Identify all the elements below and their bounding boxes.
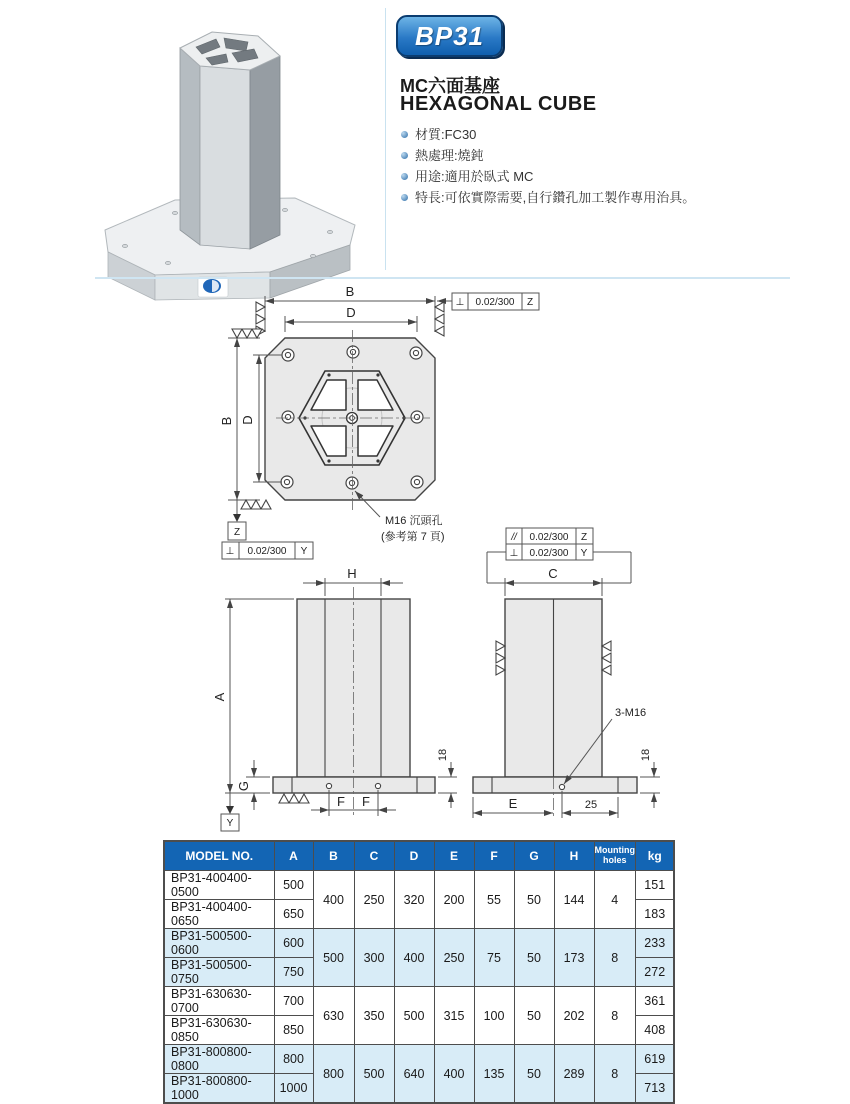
dim-c — [487, 578, 631, 596]
model-cell: BP31-500500-0750 — [164, 958, 274, 987]
col-header-b: B — [313, 841, 354, 871]
spec-bullet-text: 材質:FC30 — [415, 127, 477, 142]
f-cell: 55 — [474, 871, 514, 929]
c-cell: 500 — [354, 1045, 394, 1104]
model-cell: BP31-800800-1000 — [164, 1074, 274, 1104]
d-cell: 500 — [394, 987, 434, 1045]
product-title-en: HEXAGONAL CUBE — [400, 93, 597, 115]
holes-cell: 4 — [594, 871, 635, 929]
model-cell: BP31-400400-0500 — [164, 871, 274, 900]
a-cell: 750 — [274, 958, 313, 987]
dim-label-e: E — [508, 796, 518, 811]
spec-bullet-text: 特長:可依實際需要,自行鑽孔加工製作專用治具。 — [415, 190, 696, 205]
d-cell: 640 — [394, 1045, 434, 1104]
tol-value: 0.02/300 — [247, 546, 287, 557]
kg-cell: 272 — [635, 958, 674, 987]
dim-label-a: A — [212, 692, 227, 702]
bullet-icon — [401, 152, 408, 159]
bullet-icon — [401, 194, 408, 201]
spec-bullet-list — [401, 124, 695, 208]
tolerance-frame-top-right — [437, 293, 539, 310]
a-cell: 600 — [274, 929, 313, 958]
table-row — [164, 987, 674, 1016]
col-header-a: A — [274, 841, 313, 871]
dim-label-f2: F — [362, 794, 370, 809]
g-cell: 50 — [514, 929, 554, 987]
b-cell: 400 — [313, 871, 354, 929]
m16-callout-label: 3-M16 — [615, 707, 647, 719]
model-cell: BP31-630630-0700 — [164, 987, 274, 1016]
h-cell: 289 — [554, 1045, 594, 1104]
tol-symbol: // — [511, 532, 517, 543]
m16-note-line1: M16 沉頭孔 — [385, 515, 443, 527]
dim-label-h: H — [347, 566, 357, 581]
d-cell: 320 — [394, 871, 434, 929]
tol-value: 0.02/300 — [529, 532, 569, 543]
dim-label-18-side: 18 — [640, 748, 652, 762]
tol-symbol: ⊥ — [225, 546, 235, 557]
tol-value: 0.02/300 — [529, 548, 569, 559]
spec-bullet-text: 用途:適用於臥式 MC — [415, 169, 534, 184]
c-cell: 250 — [354, 871, 394, 929]
bullet-icon — [401, 173, 408, 180]
col-header-g: G — [514, 841, 554, 871]
datum-z-label: Z — [233, 527, 241, 538]
e-cell: 200 — [434, 871, 474, 929]
spec-table — [163, 840, 675, 1104]
holes-cell: 8 — [594, 929, 635, 987]
e-cell: 250 — [434, 929, 474, 987]
dim-label-b-top: B — [345, 284, 355, 299]
a-cell: 650 — [274, 900, 313, 929]
g-cell: 50 — [514, 987, 554, 1045]
h-cell: 173 — [554, 929, 594, 987]
tol-datum-ref: Y — [580, 548, 588, 559]
col-header-e: E — [434, 841, 474, 871]
col-header-c: C — [354, 841, 394, 871]
tolerance-frame-bottom-left — [222, 542, 313, 559]
tolerance-frames-side — [487, 528, 631, 583]
horizontal-divider — [95, 277, 790, 279]
f-cell: 135 — [474, 1045, 514, 1104]
col-header-mounting-holes: Mounting holes — [594, 841, 635, 871]
kg-cell: 361 — [635, 987, 674, 1016]
column-right-face — [250, 56, 280, 249]
datum-y-label: Y — [226, 818, 234, 829]
b-cell: 630 — [313, 987, 354, 1045]
g-cell: 50 — [514, 871, 554, 929]
b-cell: 800 — [313, 1045, 354, 1104]
holes-cell: 8 — [594, 1045, 635, 1104]
vertical-divider — [385, 8, 386, 270]
kg-cell: 183 — [635, 900, 674, 929]
dim-label-g: G — [236, 780, 251, 792]
col-header-model: MODEL NO. — [164, 841, 274, 871]
dim-label-d-top: D — [346, 305, 356, 320]
spec-bullet — [401, 187, 695, 208]
dim-label-25: 25 — [584, 799, 598, 811]
col-header-h: H — [554, 841, 594, 871]
spec-bullet — [401, 124, 695, 145]
a-cell: 700 — [274, 987, 313, 1016]
series-badge — [396, 15, 503, 57]
d-cell: 400 — [394, 929, 434, 987]
f-cell: 75 — [474, 929, 514, 987]
tol-symbol: ⊥ — [455, 297, 465, 308]
tol-datum-ref: Z — [580, 532, 588, 543]
holes-cell: 8 — [594, 987, 635, 1045]
tol-symbol: ⊥ — [509, 548, 519, 559]
kg-cell: 619 — [635, 1045, 674, 1074]
technical-drawing — [0, 285, 850, 840]
table-header-row — [164, 841, 674, 871]
dim-label-d-left: D — [240, 415, 255, 425]
datum-arrow — [226, 806, 234, 814]
dim-label-c: C — [548, 566, 558, 581]
dim-label-b-left: B — [219, 416, 234, 426]
spec-bullet — [401, 145, 695, 166]
a-cell: 850 — [274, 1016, 313, 1045]
c-cell: 350 — [354, 987, 394, 1045]
model-cell: BP31-630630-0850 — [164, 1016, 274, 1045]
h-cell: 202 — [554, 987, 594, 1045]
e-cell: 315 — [434, 987, 474, 1045]
a-cell: 500 — [274, 871, 313, 900]
kg-cell: 408 — [635, 1016, 674, 1045]
m16-note-line2: (參考第 7 頁) — [381, 531, 445, 543]
product-photo — [80, 5, 380, 275]
col-header-kg: kg — [635, 841, 674, 871]
e-cell: 400 — [434, 1045, 474, 1104]
column-front-face — [200, 66, 250, 249]
model-cell: BP31-800800-0800 — [164, 1045, 274, 1074]
tol-value: 0.02/300 — [475, 297, 515, 308]
a-cell: 800 — [274, 1045, 313, 1074]
front-view — [212, 566, 457, 831]
h-cell: 144 — [554, 871, 594, 929]
dim-18-side — [640, 762, 660, 808]
surface-finish-marks — [279, 794, 309, 803]
col-header-d: D — [394, 841, 434, 871]
a-cell: 1000 — [274, 1074, 313, 1104]
kg-cell: 151 — [635, 871, 674, 900]
product-title-zh: MC六面基座 — [400, 76, 500, 96]
dim-label-f1: F — [337, 794, 345, 809]
kg-cell: 713 — [635, 1074, 674, 1104]
dim-a — [225, 599, 294, 806]
b-cell: 500 — [313, 929, 354, 987]
tol-datum-ref: Z — [526, 297, 534, 308]
m16-hole — [559, 784, 564, 789]
bullet-icon — [401, 131, 408, 138]
kg-cell: 233 — [635, 929, 674, 958]
dim-label-18-front: 18 — [437, 748, 449, 762]
side-view — [473, 528, 660, 818]
table-row — [164, 871, 674, 900]
spec-bullet-text: 熱處理:燒鈍 — [415, 148, 484, 163]
table-row — [164, 1045, 674, 1074]
dim-18-front — [438, 762, 457, 808]
column-left-face — [180, 48, 200, 245]
model-cell: BP31-500500-0600 — [164, 929, 274, 958]
base-side — [473, 777, 637, 793]
top-view — [219, 284, 539, 559]
datum-arrow — [233, 514, 241, 522]
model-cell: BP31-400400-0650 — [164, 900, 274, 929]
f-cell: 100 — [474, 987, 514, 1045]
c-cell: 300 — [354, 929, 394, 987]
base-front — [273, 777, 435, 793]
table-row — [164, 929, 674, 958]
series-badge-label: BP31 — [414, 20, 485, 51]
tol-datum-ref: Y — [300, 546, 308, 557]
g-cell: 50 — [514, 1045, 554, 1104]
col-header-f: F — [474, 841, 514, 871]
spec-bullet — [401, 166, 695, 187]
